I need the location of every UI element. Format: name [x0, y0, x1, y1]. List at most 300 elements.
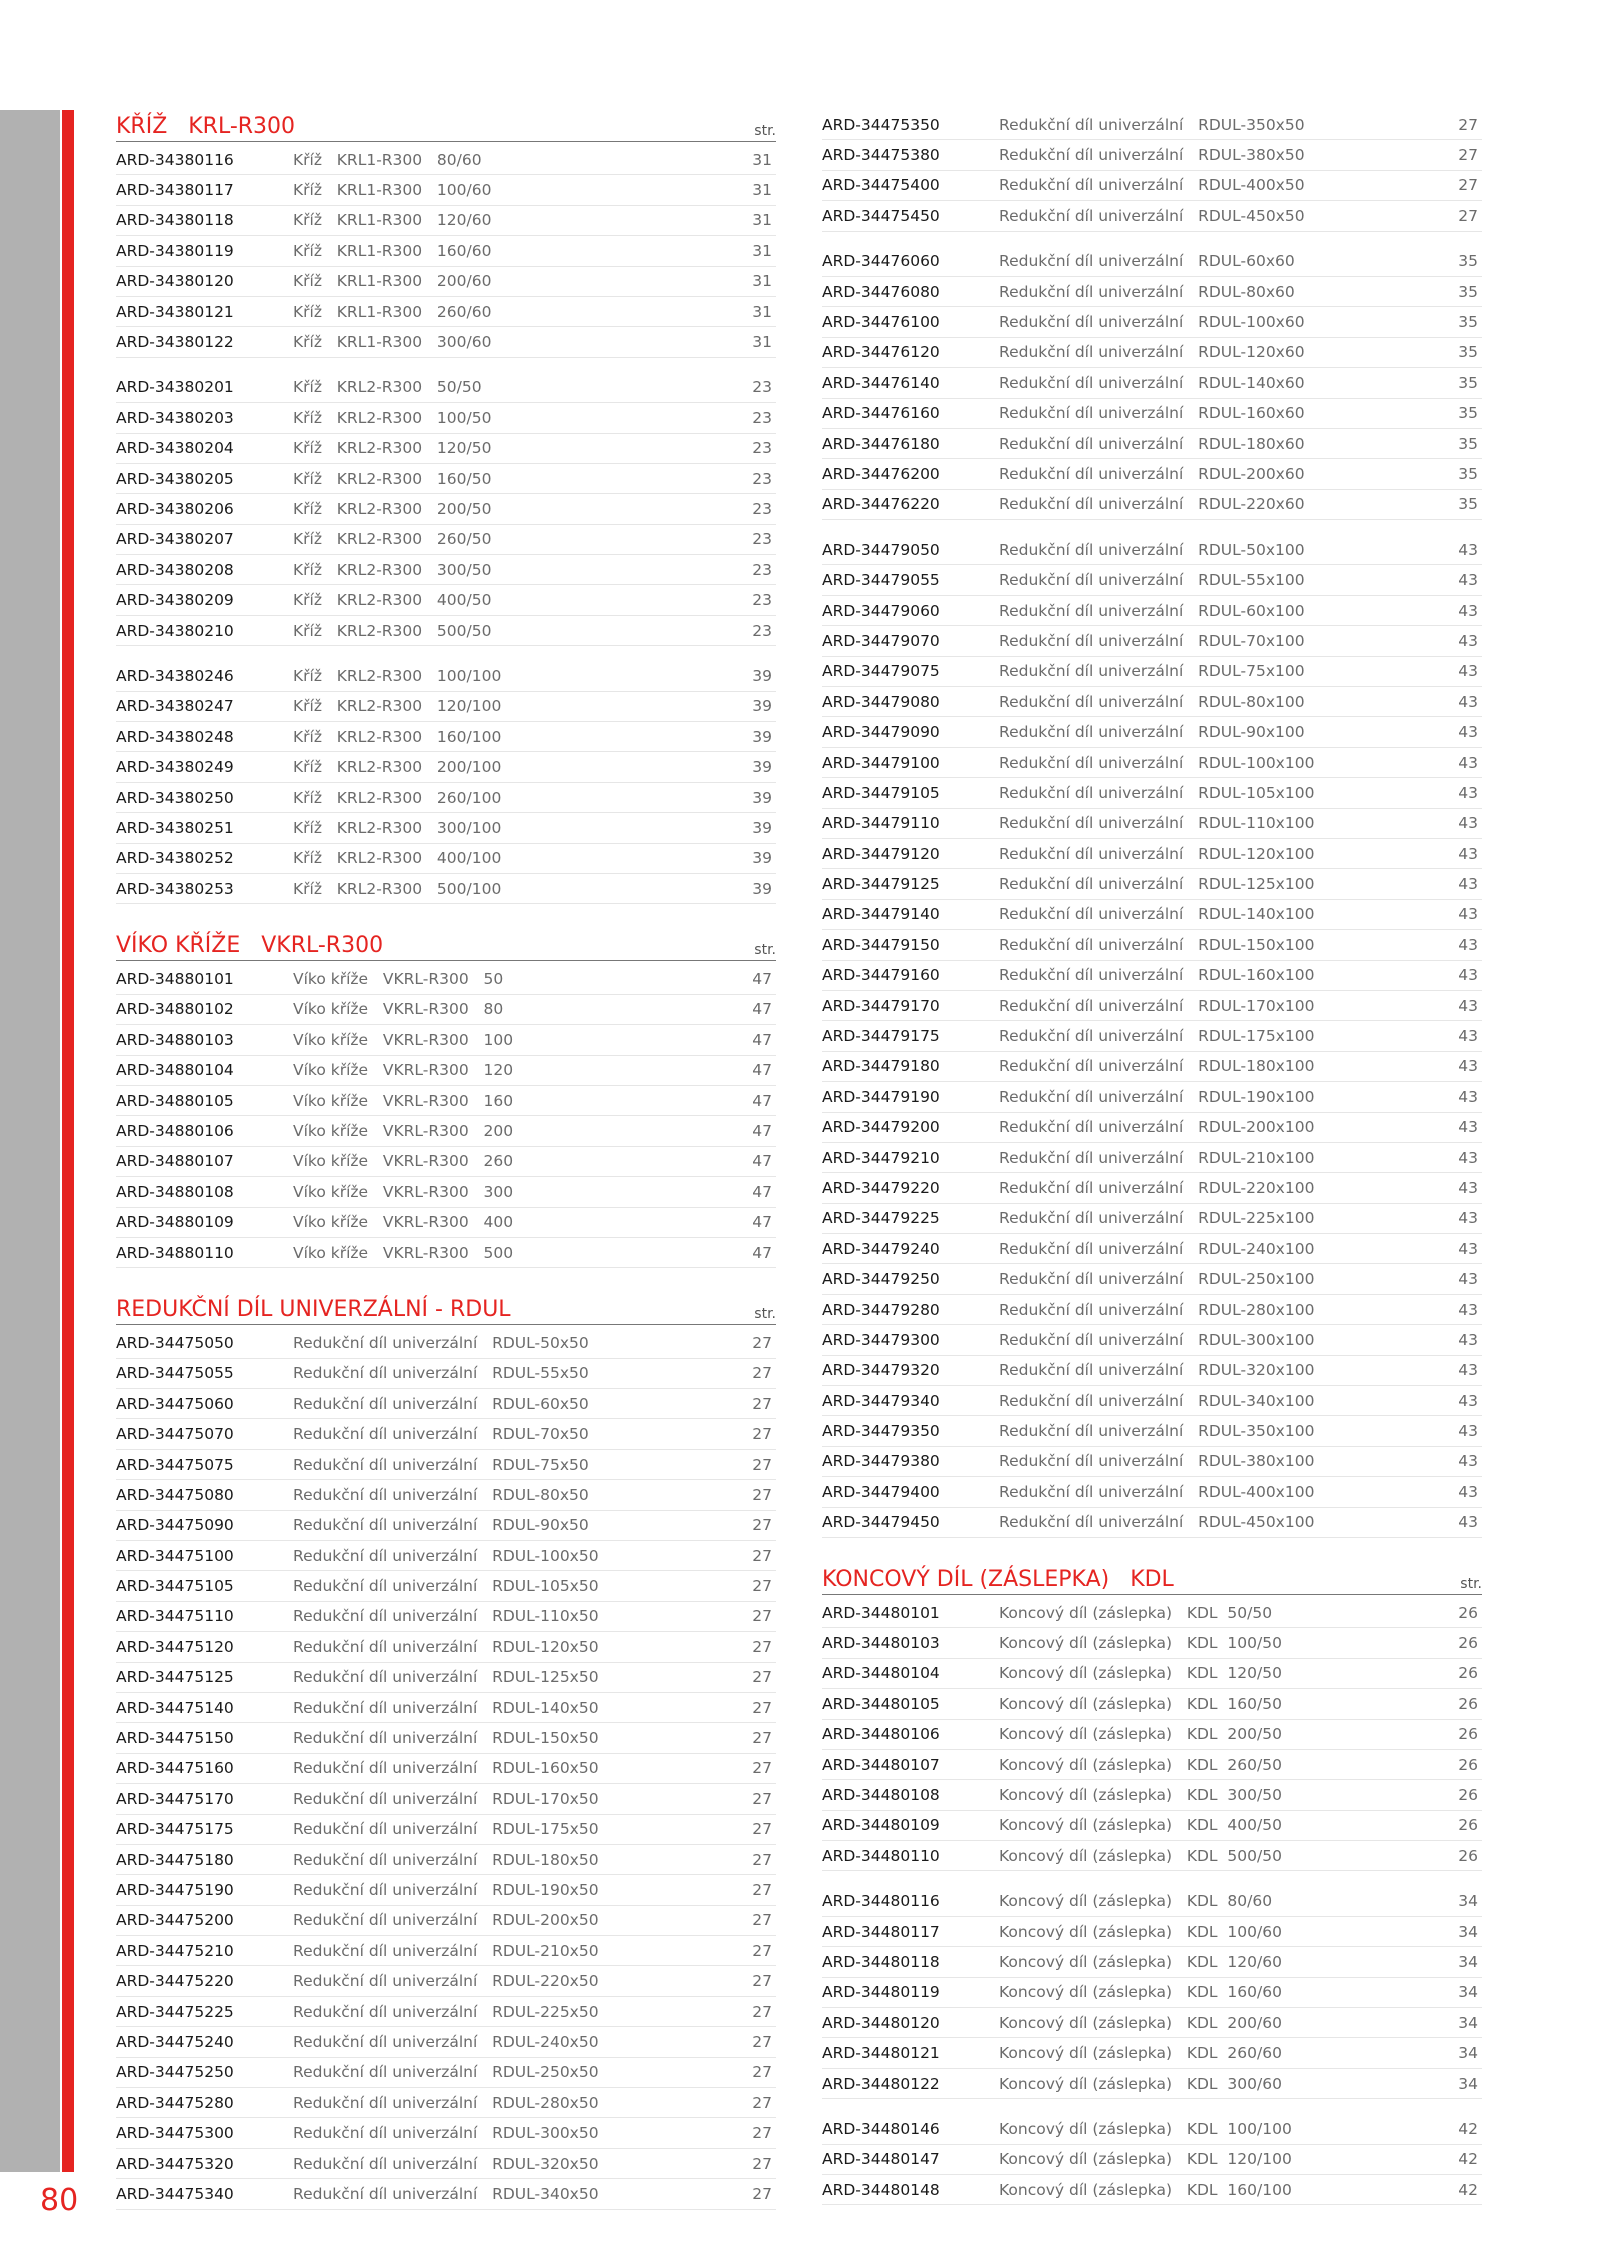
- item-name: Redukční díl univerzální RDUL-120x50: [293, 1637, 599, 1656]
- item-code: ARD-34380116: [116, 150, 234, 169]
- table-row: [822, 1173, 1482, 1203]
- section-page-label: str.: [754, 123, 776, 139]
- table-row: [116, 1480, 776, 1510]
- table-row: [116, 1845, 776, 1875]
- item-code: ARD-34479250: [822, 1270, 940, 1289]
- table-row: [116, 2118, 776, 2148]
- item-name: Redukční díl univerzální RDUL-250x100: [999, 1270, 1315, 1289]
- item-page: 42: [1458, 2150, 1478, 2169]
- item-code: ARD-34380207: [116, 530, 234, 549]
- table-row: [116, 175, 776, 205]
- item-page: 47: [752, 1182, 772, 1201]
- item-name: Redukční díl univerzální RDUL-210x50: [293, 1941, 599, 1960]
- table-row: [116, 297, 776, 327]
- item-name: Víko kříže VKRL-R300 200: [293, 1122, 514, 1141]
- table-row: [116, 2027, 776, 2057]
- table-row: [822, 1143, 1482, 1173]
- item-code: ARD-34479400: [822, 1482, 940, 1501]
- table-row: [116, 1208, 776, 1238]
- item-code: ARD-34479180: [822, 1057, 940, 1076]
- item-group: [822, 1598, 1482, 1872]
- item-code: ARD-34475210: [116, 1941, 234, 1960]
- table-row: [822, 2008, 1482, 2038]
- table-row: [116, 783, 776, 813]
- item-page: 43: [1458, 996, 1478, 1015]
- item-page: 26: [1458, 1755, 1478, 1774]
- item-name: Redukční díl univerzální RDUL-220x50: [293, 1972, 599, 1991]
- item-page: 27: [1458, 146, 1478, 165]
- side-bar-grey: [0, 110, 60, 2172]
- item-name: Koncový díl (záslepka) KDL 200/60: [999, 2013, 1282, 2032]
- item-name: Redukční díl univerzální RDUL-180x50: [293, 1850, 599, 1869]
- catalog-section: [116, 1293, 776, 2209]
- item-page: 35: [1458, 343, 1478, 362]
- item-code: ARD-34380250: [116, 788, 234, 807]
- item-page: 27: [752, 1333, 772, 1352]
- item-code: ARD-34476220: [822, 495, 940, 514]
- item-name: Kříž KRL2-R300 500/50: [293, 621, 492, 640]
- item-name: Redukční díl univerzální RDUL-55x50: [293, 1364, 589, 1383]
- item-name: Redukční díl univerzální RDUL-380x50: [999, 146, 1305, 165]
- item-group: [822, 110, 1482, 232]
- item-code: ARD-34479050: [822, 540, 940, 559]
- item-code: ARD-34880108: [116, 1182, 234, 1201]
- item-page: 47: [752, 1152, 772, 1171]
- item-page: 39: [752, 697, 772, 716]
- item-code: ARD-34475070: [116, 1425, 234, 1444]
- item-name: Kříž KRL2-R300 300/50: [293, 560, 492, 579]
- item-page: 34: [1458, 1952, 1478, 1971]
- table-row: [822, 991, 1482, 1021]
- item-code: ARD-34480110: [822, 1846, 940, 1865]
- item-page: 27: [752, 1546, 772, 1565]
- item-name: Redukční díl univerzální RDUL-240x100: [999, 1239, 1315, 1258]
- table-row: [822, 1447, 1482, 1477]
- item-code: ARD-34479240: [822, 1239, 940, 1258]
- item-page: 27: [752, 1577, 772, 1596]
- item-page: 47: [752, 1213, 772, 1232]
- table-row: [822, 307, 1482, 337]
- item-page: 35: [1458, 404, 1478, 423]
- item-code: ARD-34880104: [116, 1061, 234, 1080]
- item-code: ARD-34880109: [116, 1213, 234, 1232]
- item-page: 43: [1458, 723, 1478, 742]
- item-name: Kříž KRL2-R300 260/100: [293, 788, 502, 807]
- item-page: 43: [1458, 1422, 1478, 1441]
- item-page: 47: [752, 1091, 772, 1110]
- item-code: ARD-34479105: [822, 783, 940, 802]
- item-code: ARD-34475190: [116, 1881, 234, 1899]
- item-page: 31: [752, 211, 772, 230]
- item-code: ARD-34880101: [116, 970, 234, 989]
- item-code: ARD-34475110: [116, 1607, 234, 1626]
- item-name: Redukční díl univerzální RDUL-175x50: [293, 1820, 599, 1839]
- item-code: ARD-34480106: [822, 1725, 940, 1744]
- section-title: VÍKO KŘÍŽE VKRL-R300: [116, 933, 384, 959]
- table-row: [116, 206, 776, 236]
- item-name: Kříž KRL1-R300 80/60: [293, 150, 482, 169]
- item-page: 43: [1458, 844, 1478, 863]
- item-name: Redukční díl univerzální RDUL-220x60: [999, 495, 1305, 514]
- item-name: Kříž KRL2-R300 100/50: [293, 408, 492, 427]
- item-code: ARD-34380118: [116, 211, 234, 230]
- item-name: Kříž KRL2-R300 120/50: [293, 439, 492, 458]
- item-name: Kříž KRL2-R300 300/100: [293, 818, 502, 837]
- item-name: Koncový díl (záslepka) KDL 200/50: [999, 1725, 1282, 1744]
- table-row: [822, 368, 1482, 398]
- item-page: 26: [1458, 1725, 1478, 1744]
- item-page: 43: [1458, 814, 1478, 833]
- item-page: 43: [1458, 1209, 1478, 1228]
- item-code: ARD-34380210: [116, 621, 234, 640]
- item-name: Koncový díl (záslepka) KDL 100/50: [999, 1634, 1282, 1653]
- item-code: ARD-34475250: [116, 2063, 234, 2082]
- item-code: ARD-34475120: [116, 1637, 234, 1656]
- item-code: ARD-34475400: [822, 176, 940, 195]
- item-code: ARD-34475140: [116, 1698, 234, 1717]
- item-code: ARD-34380122: [116, 333, 234, 352]
- item-page: 23: [752, 378, 772, 397]
- table-row: [822, 1508, 1482, 1538]
- item-page: 26: [1458, 1786, 1478, 1804]
- table-row: [116, 1906, 776, 1936]
- table-row: [116, 1419, 776, 1449]
- item-name: Redukční díl univerzální RDUL-240x50: [293, 2032, 599, 2051]
- item-code: ARD-34479090: [822, 723, 940, 742]
- item-code: ARD-34476140: [822, 373, 940, 392]
- item-page: 43: [1458, 692, 1478, 711]
- table-row: [822, 459, 1482, 489]
- item-code: ARD-34380117: [116, 181, 234, 200]
- item-page: 43: [1458, 783, 1478, 802]
- table-row: [116, 1571, 776, 1601]
- item-page: 27: [1458, 206, 1478, 225]
- table-row: [822, 429, 1482, 459]
- item-code: ARD-34480109: [822, 1816, 940, 1835]
- item-code: ARD-34479060: [822, 601, 940, 620]
- table-row: [116, 1754, 776, 1784]
- table-row: [822, 1780, 1482, 1810]
- item-code: ARD-34479200: [822, 1118, 940, 1137]
- item-name: Redukční díl univerzální RDUL-140x50: [293, 1698, 599, 1717]
- table-row: [822, 1204, 1482, 1234]
- item-code: ARD-34380249: [116, 758, 234, 777]
- catalog-section: [116, 110, 776, 904]
- item-code: ARD-34480122: [822, 2074, 940, 2093]
- item-name: Redukční díl univerzální RDUL-280x100: [999, 1300, 1315, 1319]
- table-row: [822, 748, 1482, 778]
- item-page: 27: [1458, 115, 1478, 134]
- item-page: 43: [1458, 601, 1478, 620]
- item-name: Koncový díl (záslepka) KDL 120/50: [999, 1664, 1282, 1683]
- item-code: ARD-34880102: [116, 1000, 234, 1019]
- item-page: 23: [752, 439, 772, 458]
- item-name: Kříž KRL2-R300 200/50: [293, 499, 492, 518]
- item-page: 47: [752, 1061, 772, 1080]
- table-row: [822, 338, 1482, 368]
- item-name: Redukční díl univerzální RDUL-170x100: [999, 996, 1315, 1015]
- item-name: Redukční díl univerzální RDUL-180x100: [999, 1057, 1315, 1076]
- item-page: 27: [752, 1881, 772, 1899]
- item-code: ARD-34480103: [822, 1634, 940, 1653]
- table-row: [116, 327, 776, 357]
- item-name: Redukční díl univerzální RDUL-60x100: [999, 601, 1305, 620]
- item-page: 43: [1458, 631, 1478, 650]
- item-page: 27: [752, 1394, 772, 1413]
- table-row: [116, 555, 776, 585]
- item-page: 26: [1458, 1664, 1478, 1683]
- table-row: [116, 1997, 776, 2027]
- item-name: Redukční díl univerzální RDUL-225x50: [293, 2002, 599, 2021]
- item-page: 27: [752, 1698, 772, 1717]
- table-row: [822, 1841, 1482, 1871]
- table-row: [822, 2145, 1482, 2175]
- table-row: [116, 1723, 776, 1753]
- table-row: [822, 1234, 1482, 1264]
- table-row: [822, 657, 1482, 687]
- right-column: [822, 110, 1482, 2230]
- table-row: [822, 1689, 1482, 1719]
- item-group: [822, 535, 1482, 1538]
- item-name: Redukční díl univerzální RDUL-50x100: [999, 540, 1305, 559]
- item-code: ARD-34479210: [822, 1148, 940, 1167]
- item-page: 23: [752, 591, 772, 610]
- item-name: Víko kříže VKRL-R300 80: [293, 1000, 504, 1019]
- item-page: 27: [752, 1425, 772, 1444]
- table-row: [822, 778, 1482, 808]
- section-header: [116, 1293, 776, 1325]
- section-title: KŘÍŽ KRL-R300: [116, 114, 296, 139]
- item-page: 23: [752, 530, 772, 549]
- table-row: [116, 1784, 776, 1814]
- table-row: [822, 869, 1482, 899]
- item-name: Kříž KRL2-R300 400/100: [293, 849, 502, 868]
- item-page: 27: [752, 1941, 772, 1960]
- item-name: Redukční díl univerzální RDUL-70x50: [293, 1425, 589, 1444]
- item-name: Koncový díl (záslepka) KDL 260/60: [999, 2044, 1282, 2063]
- item-page: 27: [752, 2154, 772, 2173]
- item-page: 43: [1458, 1361, 1478, 1380]
- item-page: 47: [752, 1122, 772, 1141]
- item-page: 34: [1458, 1892, 1478, 1911]
- item-page: 27: [752, 1364, 772, 1383]
- item-name: Redukční díl univerzální RDUL-80x60: [999, 282, 1295, 301]
- item-page: 43: [1458, 935, 1478, 954]
- table-row: [822, 930, 1482, 960]
- item-name: Redukční díl univerzální RDUL-160x100: [999, 966, 1315, 985]
- item-name: Redukční díl univerzální RDUL-300x100: [999, 1330, 1315, 1349]
- item-name: Redukční díl univerzální RDUL-105x50: [293, 1577, 599, 1596]
- table-row: [116, 403, 776, 433]
- item-code: ARD-34475090: [116, 1516, 234, 1535]
- item-code: ARD-34475300: [116, 2124, 234, 2143]
- item-page: 27: [752, 2124, 772, 2143]
- item-name: Koncový díl (záslepka) KDL 100/100: [999, 2119, 1292, 2138]
- item-code: ARD-34479170: [822, 996, 940, 1015]
- item-page: 31: [752, 333, 772, 352]
- table-row: [116, 1328, 776, 1358]
- item-page: 43: [1458, 1178, 1478, 1197]
- item-name: Kříž KRL2-R300 260/50: [293, 530, 492, 549]
- item-page: 27: [752, 2184, 772, 2203]
- item-name: Redukční díl univerzální RDUL-350x100: [999, 1422, 1315, 1441]
- item-name: Redukční díl univerzální RDUL-400x50: [999, 176, 1305, 195]
- table-row: [822, 1659, 1482, 1689]
- table-row: [822, 961, 1482, 991]
- table-row: [822, 1477, 1482, 1507]
- table-row: [822, 277, 1482, 307]
- item-name: Redukční díl univerzální RDUL-75x100: [999, 662, 1305, 681]
- item-name: Víko kříže VKRL-R300 500: [293, 1243, 514, 1262]
- item-name: Redukční díl univerzální RDUL-90x100: [999, 723, 1305, 742]
- table-row: [116, 1116, 776, 1146]
- item-name: Redukční díl univerzální RDUL-340x100: [999, 1391, 1315, 1410]
- item-page: 43: [1458, 1027, 1478, 1046]
- table-row: [116, 1056, 776, 1086]
- item-code: ARD-34480120: [822, 2013, 940, 2032]
- item-name: Redukční díl univerzální RDUL-320x50: [293, 2154, 599, 2173]
- item-name: Redukční díl univerzální RDUL-190x50: [293, 1881, 599, 1899]
- section-page-label: str.: [754, 1306, 776, 1323]
- item-code: ARD-34380253: [116, 879, 234, 898]
- item-code: ARD-34480101: [822, 1603, 940, 1622]
- item-name: Koncový díl (záslepka) KDL 160/50: [999, 1694, 1282, 1713]
- item-page: 47: [752, 1030, 772, 1049]
- item-code: ARD-34380205: [116, 469, 234, 488]
- item-page: 23: [752, 499, 772, 518]
- section-header: [116, 110, 776, 142]
- item-page: 39: [752, 666, 772, 685]
- table-row: [822, 1113, 1482, 1143]
- item-code: ARD-34380208: [116, 560, 234, 579]
- table-row: [822, 399, 1482, 429]
- item-page: 27: [752, 2063, 772, 2082]
- item-name: Redukční díl univerzální RDUL-200x50: [293, 1911, 599, 1930]
- item-page: 34: [1458, 1922, 1478, 1941]
- item-page: 43: [1458, 540, 1478, 559]
- item-name: Kříž KRL1-R300 300/60: [293, 333, 492, 352]
- item-code: ARD-34479160: [822, 966, 940, 985]
- item-code: ARD-34475075: [116, 1455, 234, 1474]
- item-name: Redukční díl univerzální RDUL-180x60: [999, 434, 1305, 453]
- item-name: Redukční díl univerzální RDUL-175x100: [999, 1027, 1315, 1046]
- item-name: Víko kříže VKRL-R300 160: [293, 1091, 514, 1110]
- item-code: ARD-34476180: [822, 434, 940, 453]
- item-code: ARD-34480107: [822, 1755, 940, 1774]
- item-page: 43: [1458, 1270, 1478, 1289]
- item-code: ARD-34380248: [116, 727, 234, 746]
- item-page: 27: [1458, 176, 1478, 195]
- item-name: Kříž KRL1-R300 160/60: [293, 241, 492, 260]
- item-code: ARD-34476080: [822, 282, 940, 301]
- item-code: ARD-34480117: [822, 1922, 940, 1941]
- table-row: [116, 2179, 776, 2209]
- item-code: ARD-34480108: [822, 1786, 940, 1804]
- item-name: Kříž KRL1-R300 120/60: [293, 211, 492, 230]
- table-row: [116, 267, 776, 297]
- table-row: [116, 661, 776, 691]
- table-row: [822, 2038, 1482, 2068]
- item-code: ARD-34480146: [822, 2119, 940, 2138]
- item-code: ARD-34476160: [822, 404, 940, 423]
- item-group: [822, 1886, 1482, 2099]
- side-bar-red: [62, 110, 74, 2172]
- item-page: 42: [1458, 2180, 1478, 2199]
- catalog-section: [116, 929, 776, 1268]
- table-row: [822, 490, 1482, 520]
- item-page: 39: [752, 788, 772, 807]
- item-name: Redukční díl univerzální RDUL-140x60: [999, 373, 1305, 392]
- catalog-section: [822, 1563, 1482, 2205]
- item-page: 27: [752, 1607, 772, 1626]
- item-name: Koncový díl (záslepka) KDL 160/100: [999, 2180, 1292, 2199]
- item-name: Kříž KRL2-R300 50/50: [293, 378, 482, 397]
- table-row: [116, 813, 776, 843]
- item-code: ARD-34480118: [822, 1952, 940, 1971]
- section-page-label: str.: [754, 942, 776, 959]
- section-title: REDUKČNÍ DÍL UNIVERZÁLNÍ - RDUL: [116, 1297, 511, 1323]
- item-name: Redukční díl univerzální RDUL-80x100: [999, 692, 1305, 711]
- table-row: [116, 1147, 776, 1177]
- item-code: ARD-34479140: [822, 905, 940, 924]
- item-name: Koncový díl (záslepka) KDL 300/60: [999, 2074, 1282, 2093]
- table-row: [116, 1815, 776, 1845]
- item-code: ARD-34475350: [822, 115, 940, 134]
- item-code: ARD-34479190: [822, 1087, 940, 1106]
- item-page: 27: [752, 2093, 772, 2112]
- table-row: [116, 1025, 776, 1055]
- item-code: ARD-34479055: [822, 571, 940, 590]
- item-code: ARD-34479350: [822, 1422, 940, 1441]
- table-row: [116, 494, 776, 524]
- item-code: ARD-34480119: [822, 1983, 940, 2002]
- item-name: Redukční díl univerzální RDUL-80x50: [293, 1485, 589, 1504]
- item-code: ARD-34479225: [822, 1209, 940, 1228]
- item-code: ARD-34880107: [116, 1152, 234, 1171]
- item-code: ARD-34380251: [116, 818, 234, 837]
- table-row: [822, 1021, 1482, 1051]
- item-code: ARD-34476120: [822, 343, 940, 362]
- table-row: [116, 844, 776, 874]
- item-name: Koncový díl (záslepka) KDL 100/60: [999, 1922, 1282, 1941]
- item-code: ARD-34479110: [822, 814, 940, 833]
- item-code: ARD-34476100: [822, 313, 940, 332]
- item-page: 23: [752, 469, 772, 488]
- item-name: Víko kříže VKRL-R300 100: [293, 1030, 514, 1049]
- table-row: [822, 535, 1482, 565]
- item-name: Redukční díl univerzální RDUL-350x50: [999, 115, 1305, 134]
- item-name: Koncový díl (záslepka) KDL 160/60: [999, 1983, 1282, 2002]
- item-code: ARD-34475380: [822, 146, 940, 165]
- table-row: [116, 752, 776, 782]
- item-code: ARD-34475340: [116, 2184, 234, 2203]
- item-name: Redukční díl univerzální RDUL-125x50: [293, 1668, 599, 1687]
- item-name: Redukční díl univerzální RDUL-450x100: [999, 1513, 1315, 1532]
- item-page: 23: [752, 560, 772, 579]
- table-row: [116, 1511, 776, 1541]
- catalog-section: [822, 110, 1482, 1538]
- item-name: Redukční díl univerzální RDUL-200x100: [999, 1118, 1315, 1137]
- item-page: 35: [1458, 282, 1478, 301]
- item-code: ARD-34475200: [116, 1911, 234, 1930]
- item-name: Redukční díl univerzální RDUL-70x100: [999, 631, 1305, 650]
- item-code: ARD-34479300: [822, 1330, 940, 1349]
- item-code: ARD-34475320: [116, 2154, 234, 2173]
- item-code: ARD-34479070: [822, 631, 940, 650]
- item-code: ARD-34475450: [822, 206, 940, 225]
- item-name: Redukční díl univerzální RDUL-190x100: [999, 1087, 1315, 1106]
- item-name: Redukční díl univerzální RDUL-300x50: [293, 2124, 599, 2143]
